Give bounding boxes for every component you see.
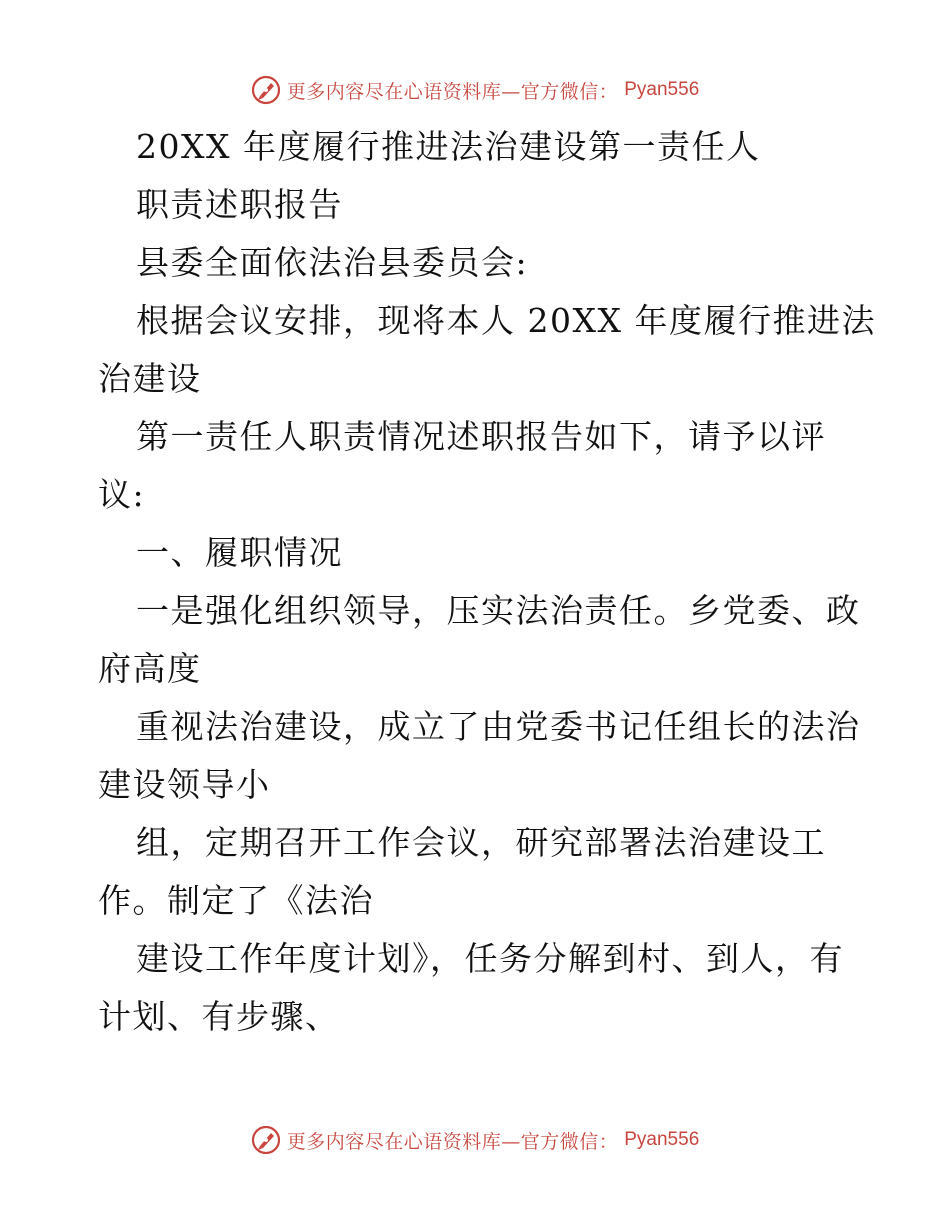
watermark-wechat-id: Pyan556 xyxy=(624,1129,700,1150)
paragraph-line: 建设工作年度计划》，任务分解到村、到人，有 xyxy=(136,939,844,978)
paragraph-line: 治建设 xyxy=(98,359,202,398)
pen-logo-icon xyxy=(251,1125,281,1155)
title-line-2: 职责述职报告 xyxy=(136,185,343,224)
paragraph-line: 建设领导小 xyxy=(98,765,271,804)
paragraph-line: 议: xyxy=(98,475,146,514)
pen-logo-icon xyxy=(251,75,281,105)
watermark-wechat-id: Pyan556 xyxy=(624,79,700,100)
watermark-text: 更多内容尽在心语资料库—官方微信： xyxy=(286,1130,619,1153)
paragraph-line: 作。制定了《法治 xyxy=(98,881,374,920)
footer-watermark xyxy=(0,1122,950,1158)
paragraph-line: 重视法治建设，成立了由党委书记任组长的法治 xyxy=(136,707,861,746)
paragraph-line: 一是强化组织领导，压实法治责任。乡党委、政 xyxy=(136,591,861,630)
paragraph-line: 根据会议安排，现将本人 20XX 年度履行推进法 xyxy=(136,301,876,340)
section-heading: 一、履职情况 xyxy=(136,533,343,572)
title-line-1: 20XX 年度履行推进法治建设第一责任人 xyxy=(136,127,761,166)
paragraph-line: 组，定期召开工作会议，研究部署法治建设工 xyxy=(136,823,826,862)
watermark-text: 更多内容尽在心语资料库—官方微信： xyxy=(286,80,619,103)
document-body xyxy=(98,118,876,1046)
paragraph-line: 府高度 xyxy=(98,649,202,688)
paragraph-line: 计划、有步骤、 xyxy=(98,997,340,1036)
paragraph-line: 第一责任人职责情况述职报告如下，请予以评 xyxy=(136,417,826,456)
salutation: 县委全面依法治县委员会: xyxy=(136,243,529,282)
header-watermark xyxy=(0,72,950,108)
